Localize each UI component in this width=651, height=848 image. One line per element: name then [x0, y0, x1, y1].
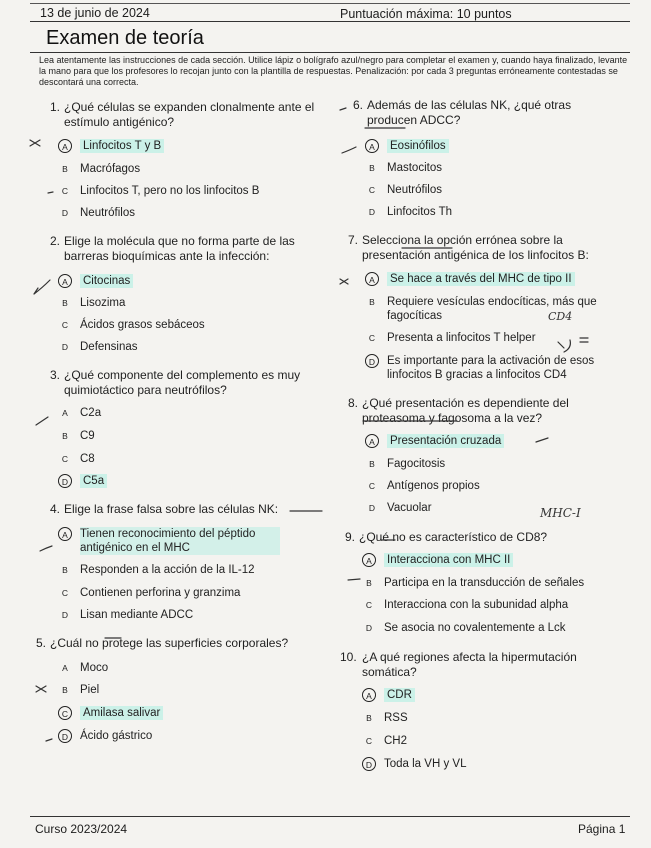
tick-mark	[46, 739, 52, 741]
question-text: ¿Qué presentación es dependiente del proteasoma y fagosoma a la vez?	[362, 396, 569, 425]
question-text: Además de las células NK, ¿qué otras producen ADCC?	[367, 98, 572, 127]
check-mark	[34, 280, 50, 294]
cross-mark	[36, 686, 46, 692]
instructions: Lea atentamente las instrucciones de cada sección. Utilice lápiz o bolígrafo azul/negro para completar el examen y, cuando haya finalizado, levante la mano para que los profesores lo recojan junto con la plantilla de respuestas. Penalización: por cada 3 preguntas erróneamente contestadas se descontará una correcta.	[39, 55, 628, 87]
question-text: ¿Qué células se expanden clonalmente ante el estímulo antigénico?	[64, 100, 315, 129]
tick-mark	[40, 546, 52, 551]
question-text: ¿Qué componente del complemento es muy quimiotáctico para neutrófilos?	[64, 368, 301, 397]
cross-mark	[30, 140, 40, 146]
page-number: Página 1	[578, 822, 626, 836]
handwritten-mhc1: MHC-I	[540, 506, 581, 520]
question-text: ¿Qué no es característico de CD8?	[359, 530, 548, 544]
handwritten-cd4: CD4	[548, 310, 573, 323]
exam-title: Examen de teoría	[46, 27, 204, 49]
tick-mark	[36, 417, 48, 425]
exam-date: 13 de junio de 2024	[40, 6, 150, 20]
tick-mark	[536, 438, 548, 442]
equals-mark	[580, 338, 588, 342]
question-text: Elige la molécula que no forma parte de las barreras bioquímicas ante la infección:	[64, 234, 295, 263]
question-text: Elige la frase falsa sobre las células NK:	[64, 502, 279, 516]
tick-mark	[48, 192, 53, 193]
tick-mark	[348, 579, 360, 580]
question-text: ¿Cuál no protege las superficies corporales?	[50, 636, 289, 650]
question-text: Selecciona la opción errónea sobre la presentación antigénica de los linfocitos B:	[362, 233, 589, 262]
question-text: ¿A qué regiones afecta la hipermutación somática?	[362, 650, 577, 679]
arrow-mark	[558, 340, 570, 352]
max-score: Puntuación máxima: 10 puntos	[340, 7, 512, 21]
course-label: Curso 2023/2024	[35, 822, 128, 836]
cross-mark	[340, 279, 348, 284]
tick-mark	[340, 108, 346, 110]
tick-mark	[342, 147, 356, 153]
